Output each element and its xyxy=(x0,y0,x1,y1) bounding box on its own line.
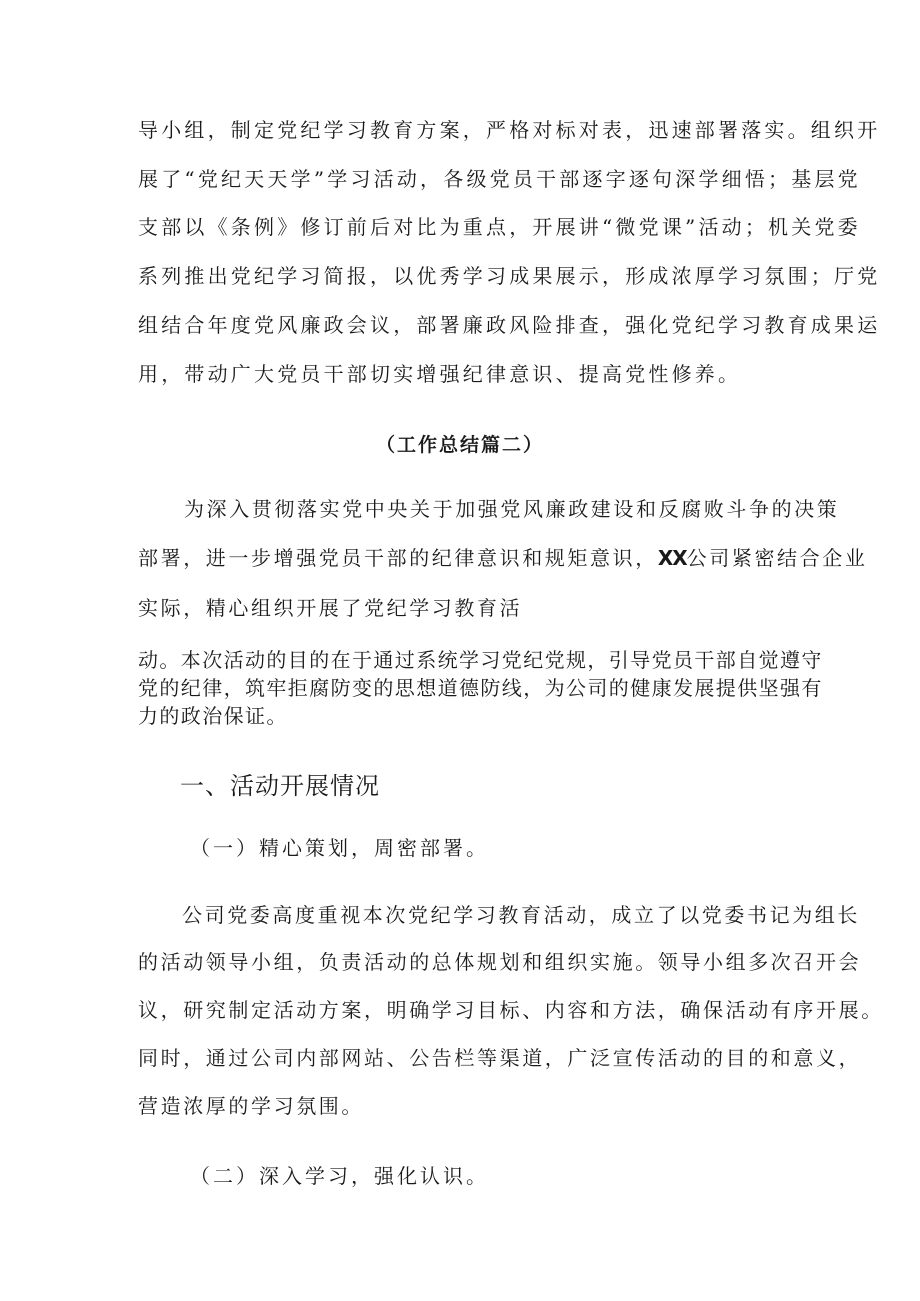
paragraph-line: 支部以《条例》修订前后对比为重点，开展讲“微党课”活动；机关党委 xyxy=(138,215,861,239)
paragraph-line: 力的政治保证。 xyxy=(138,704,288,728)
paragraph-line: 为深入贯彻落实党中央关于加强党风廉政建设和反腐败斗争的决策 xyxy=(184,497,840,521)
paragraph-line: 动。本次活动的目的在于通过系统学习党纪党规，引导党员干部自觉遵守 xyxy=(138,648,823,672)
text-segment: 公司紧密结合企业 xyxy=(686,546,868,570)
section-subtitle: （工作总结篇二） xyxy=(375,434,544,456)
subsection-heading: （一）精心策划，周密部署。 xyxy=(190,836,489,860)
section-heading: 一、活动开展情况 xyxy=(180,772,380,800)
subsection-heading: （二）深入学习，强化认识。 xyxy=(190,1164,489,1188)
company-placeholder: XX xyxy=(657,546,687,570)
paragraph-line: 营造浓厚的学习氛围。 xyxy=(138,1094,364,1118)
text-segment: 部署，进一步增强党员干部的纪律意识和规矩意识， xyxy=(138,546,658,570)
paragraph-line: 党的纪律，筑牢拒腐防变的思想道德防线，为公司的健康发展提供坚强有 xyxy=(138,676,823,700)
paragraph-line: 同时，通过公司内部网站、公告栏等渠道，广泛宣传活动的目的和意义， xyxy=(138,1046,862,1070)
paragraph-line: 展了“党纪天天学”学习活动，各级党员干部逐字逐句深学细悟；基层党 xyxy=(138,167,861,191)
paragraph-line: 议，研究制定活动方案，明确学习目标、内容和方法，确保活动有序开展。 xyxy=(138,998,884,1022)
paragraph-line: 组结合年度党风廉政会议，部署廉政风险排查，强化党纪学习教育成果运 xyxy=(138,313,881,337)
paragraph-line: 实际，精心组织开展了党纪学习教育活 xyxy=(138,596,523,620)
paragraph-line: 系列推出党纪学习简报，以优秀学习成果展示，形成浓厚学习氛围；厅党 xyxy=(138,264,881,288)
paragraph-line: 公司党委高度重视本次党纪学习教育活动，成立了以党委书记为组长 xyxy=(182,903,860,927)
paragraph-line: 用，带动广大党员干部切实增强纪律意识、提高党性修养。 xyxy=(138,362,742,386)
paragraph-line: 的活动领导小组，负责活动的总体规划和组织实施。领导小组多次召开会 xyxy=(138,950,862,974)
paragraph-line xyxy=(138,546,867,570)
paragraph-line: 导小组，制定党纪学习教育方案，严格对标对表，迅速部署落实。组织开 xyxy=(138,118,881,142)
